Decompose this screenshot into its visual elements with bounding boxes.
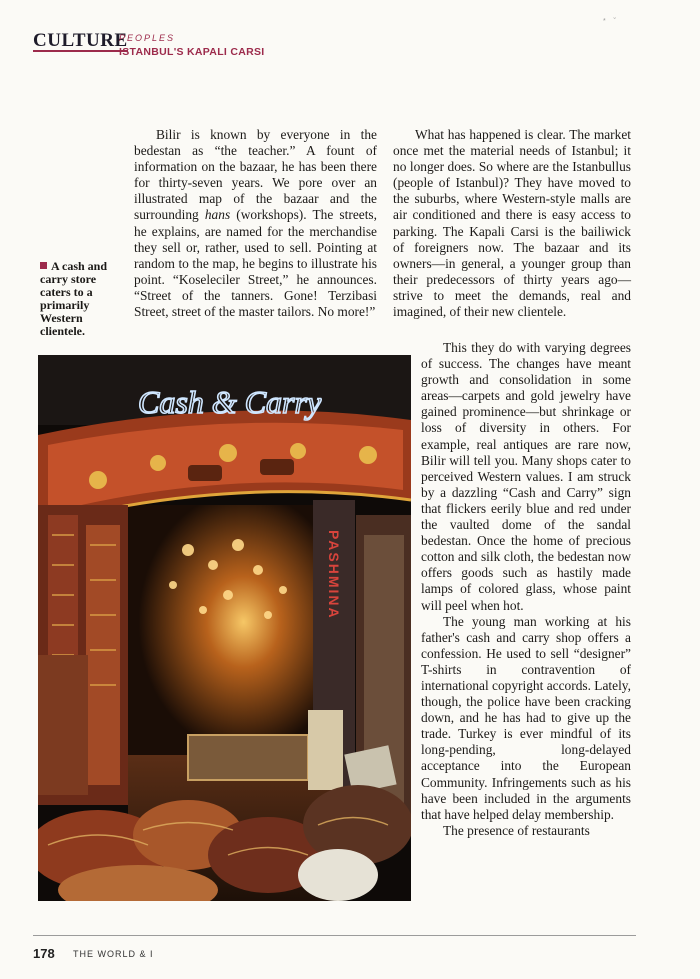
paragraph-text: (workshops). The streets, he explains, are named for the merchandise they sell or, rather, used to sell. Pointing at random to the map, he begins to illustrate his point. “Koseleciler Street,” he announces. “Street of the tanners. Gone! Terzibasi Street, street of the master tailors. No more!” [134, 207, 377, 320]
shop-photo-illustration [38, 355, 411, 901]
page-number: 178 [33, 946, 55, 961]
paragraph: The presence of restaurants [443, 822, 590, 838]
section-logo: CULTURE [33, 30, 128, 51]
paragraph-text: Bilir is known by everyone in the bedestan as “the teacher.” A fount of information on the bazaar, he has been there for thirty-seven years. We pore over an illustrated map of the bazaar and the surrounding [134, 127, 377, 223]
corner-marks: * ˘ [603, 18, 619, 25]
paragraph [134, 127, 377, 320]
paragraph: The young man working at his father's cash and carry shop offers a confession. He used to sell “designer” T-shirts in contravention of international copyright accords. Lately, though, the police have been cracking down, and he has had to give up the trade. Turkey is ever mindful of its long-pending, long-delayed acceptance into the European Community. Infringements such as his have been included in the arguments that have helped delay membership. [421, 613, 631, 822]
caption-text: A cash and carry store caters to a primarily Western clientele. [40, 259, 108, 338]
caption-bullet-icon [40, 262, 47, 269]
italic-term: hans [204, 207, 231, 223]
magazine-name: THE WORLD & I [73, 949, 154, 959]
text-column-3 [421, 340, 631, 839]
text-column-1 [134, 127, 377, 320]
shop-photo [38, 355, 411, 901]
pashmina-banner-text: PASHMINA [326, 530, 342, 620]
section-label: PEOPLES [119, 33, 176, 43]
paragraph: This they do with varying degrees of success. The changes have meant growth and consolidation in some areas—carpets and gold jewelry have gained prominence—but shrinkage or loss of diversity in others. For example, real antiques are rare now, Bilir will tell you. Many shops cater to perceived Western values. I am struck by a dazzling “Cash and Carry” sign that flickers eerily blue and red under the vaulted dome of the sandal bedestan. Once the home of precious cotton and silk cloth, the bedestan now offers goods such as hastily made lamps of colored glass, whose paint will peel when hot. [421, 340, 631, 613]
photo-caption [40, 260, 122, 338]
footer-rule [33, 935, 636, 936]
paragraph: What has happened is clear. The market once met the material needs of Istanbul; it no longer does. So where are the Istanbullus (people of Istanbul)? They have moved to the suburbs, where Western-style malls are air conditioned and there is easy access to parking. The Kapali Carsi is the bailiwick of foreigners now. The bazaar and its owners—in general, a younger group than their predecessors of thirty years ago—strive to meet the demands, real and imagined, of their new clientele. [393, 127, 631, 320]
neon-sign-text: Cash & Carry [138, 384, 322, 420]
article-title: ISTANBUL'S KAPALI CARSI [119, 46, 265, 58]
text-column-2 [393, 127, 631, 320]
